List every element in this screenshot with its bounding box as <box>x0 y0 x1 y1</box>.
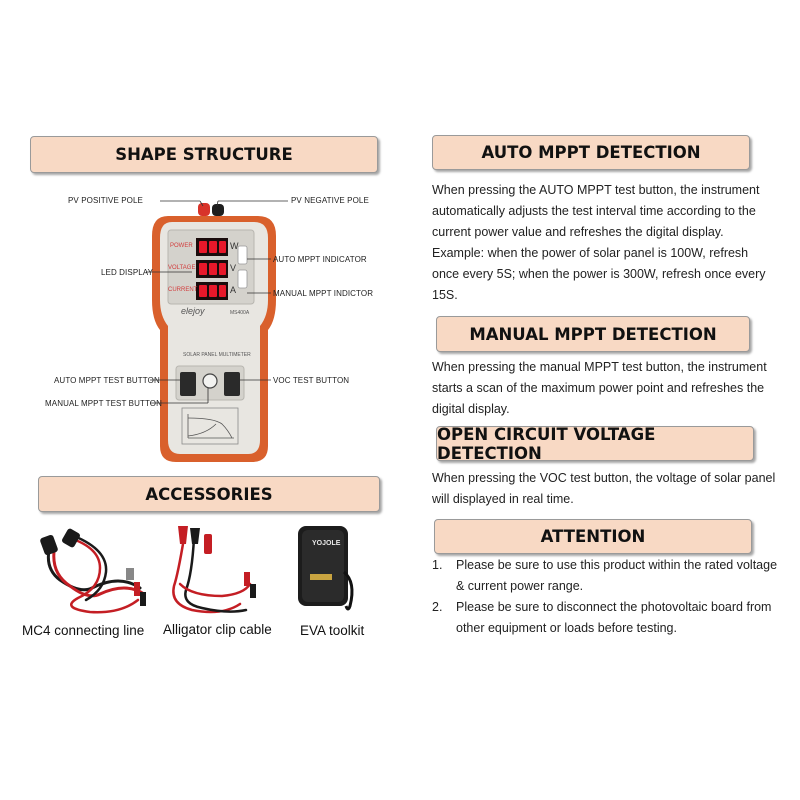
callout-pv-positive: PV POSITIVE POLE <box>68 196 143 205</box>
auto-mppt-title-text: AUTO MPPT DETECTION <box>481 143 701 162</box>
unit-w: W <box>230 241 239 251</box>
current-label: CURRENT <box>168 287 198 293</box>
alligator-clip-icon <box>152 524 262 624</box>
manual-mppt-button <box>203 374 217 388</box>
device-subtitle: SOLAR PANEL MULTIMETER <box>183 352 251 358</box>
auto-mppt-indicator-light <box>238 246 247 264</box>
device-model: MS400A <box>230 310 250 316</box>
attention-item-number: 2. <box>432 600 443 614</box>
device-brand: elejoy <box>181 306 205 316</box>
unit-v: V <box>230 263 237 273</box>
callout-led-display: LED DISPLAY <box>101 268 154 277</box>
manual-mppt-title-text: MANUAL MPPT DETECTION <box>469 324 717 344</box>
shape-structure-title-text: SHAPE STRUCTURE <box>115 145 293 164</box>
ocv-description <box>432 468 777 510</box>
case-brand: YOJOLE <box>312 540 341 547</box>
manual-mppt-description <box>432 357 777 420</box>
callout-pv-negative: PV NEGATIVE POLE <box>291 196 369 205</box>
attention-item-text: Please be sure to disconnect the photovoltaic board from other equipment or loads before testing. <box>456 600 772 635</box>
auto-mppt-button <box>180 372 196 396</box>
iv-curve-panel <box>182 408 238 444</box>
pv-negative-terminal <box>212 204 224 216</box>
power-label: POWER <box>170 243 193 249</box>
pv-positive-terminal <box>198 203 210 216</box>
accessory-caption-alligator: Alligator clip cable <box>163 622 272 637</box>
mc4-cable-icon <box>30 528 160 618</box>
auto-mppt-body: When pressing the AUTO MPPT test button, the instrument automatically adjusts the test interval time according to the current power value and refreshes the digital display. <box>432 183 760 239</box>
callout-auto-button: AUTO MPPT TEST BUTTON <box>54 376 160 385</box>
attention-item <box>432 555 782 597</box>
accessories-title <box>38 476 380 512</box>
attention-item-text: Please be sure to use this product within the rated voltage & current power range. <box>456 558 778 593</box>
ocv-title-text: OPEN CIRCUIT VOLTAGE DETECTION <box>437 424 656 463</box>
auto-mppt-example: Example: when the power of solar panel is 100W, refresh once every 5S; when the power is 300W, refresh once every 15S. <box>432 246 766 302</box>
unit-a: A <box>230 285 237 295</box>
voltage-label: VOLTAGE <box>168 265 196 271</box>
callout-manual-indicator: MANUAL MPPT INDICTOR <box>273 289 374 298</box>
attention-item <box>432 597 782 639</box>
ocv-title <box>436 426 754 461</box>
callout-auto-indicator: AUTO MPPT INDICATOR <box>273 255 367 264</box>
callout-voc-button: VOC TEST BUTTON <box>273 376 350 385</box>
auto-mppt-title <box>432 135 750 170</box>
accessories-title-text: ACCESSORIES <box>145 484 273 504</box>
manual-mppt-body: When pressing the manual MPPT test button, the instrument starts a scan of the maximum power point and refreshes the digital display. <box>432 360 767 416</box>
auto-mppt-description <box>432 180 777 306</box>
accessory-caption-eva: EVA toolkit <box>300 623 365 638</box>
attention-title-text: ATTENTION <box>540 527 646 546</box>
ocv-body: When pressing the VOC test button, the voltage of solar panel will displayed in real time. <box>432 471 776 506</box>
manual-mppt-title <box>436 316 750 352</box>
callout-manual-button: MANUAL MPPT TEST BUTTON <box>45 399 162 408</box>
attention-list <box>432 555 782 639</box>
attention-title <box>434 519 752 554</box>
voc-button <box>224 372 240 396</box>
manual-mppt-indicator-light <box>238 270 247 288</box>
eva-case-icon <box>290 522 370 622</box>
attention-item-number: 1. <box>432 558 443 572</box>
accessory-caption-mc4: MC4 connecting line <box>22 623 145 638</box>
